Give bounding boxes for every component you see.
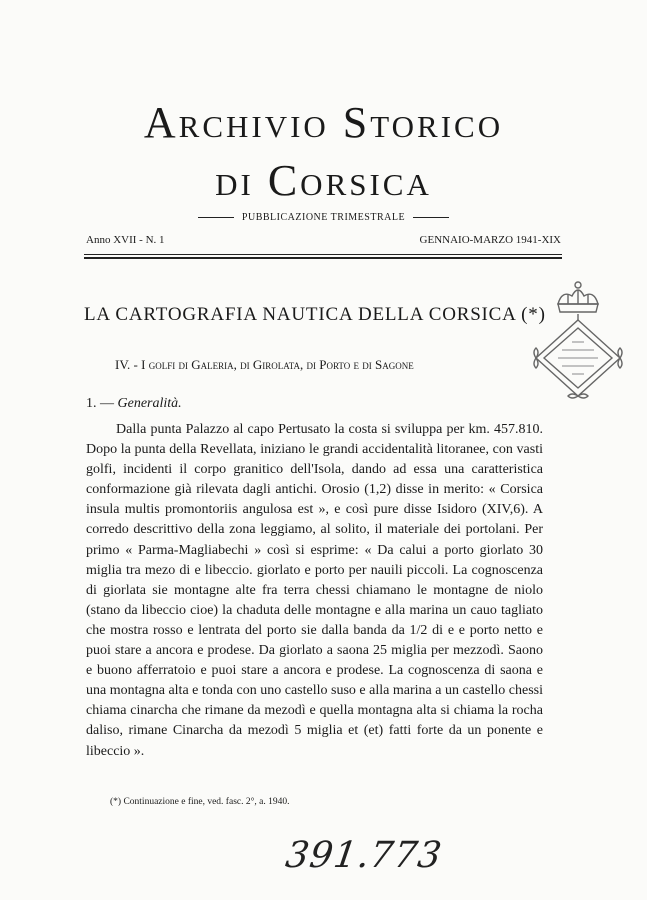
- article-body: [86, 420, 543, 762]
- section-number: 1. —: [86, 396, 114, 411]
- header-rule-top: [84, 254, 562, 255]
- header-rule-bottom: [84, 257, 562, 259]
- footnote: (*) Continuazione e fine, ved. fasc. 2°, a. 1940.: [110, 797, 290, 807]
- section-title: Generalità.: [117, 396, 182, 411]
- body-paragraph: Dalla punta Palazzo al capo Pertusato la costa si sviluppa per km. 457.810. Dopo la punta della Revellata, iniziano le grandi accidentalità litoranee, con vasti golfi, incidenti il corpo granitico dell'Isola, dando ad essa una caratteristica conformazione già rilevata dagli antichi. Orosio (1,2) disse in merito: « Corsica insula multis promontoriis angulosa est », e così pure disse Isidoro (XIV,6). A corredo descrittivo della zona leggiamo, al solito, il materiale dei portolani. Per primo « Parma-Magliabechi » così si esprime: « Da calui a porto giorlato 30 miglia tra mezo di e libeccio. giorlato e porto per nauili piccoli. La cognoscenza di giorlata sie montagne alte fra terra chessi chiamano le montagne de niolo (stano da libeccio cioe) la chaduta delle montagne e alla marina un cauo tagliato che mostra rosso e lentrata del porto sie dalla banda da 1/2 di e e porto netto e puoi stare a ancora e prodese. Da giorlato a saona 25 miglia per mezzodì. Saono e buono afferratoio e puoi stare a ancora e prodese. La cognoscenza di saona e una montagna alta e tonda con uno castello suso e alla marina a un castello chessi chiama cinarcha che rimane da mezodì e quella montagna alta si chiama la rocha daliso, rimane Cinarcha da mezodì 5 miglia et (et) fatti forte da un ponente e libeccio ».: [86, 422, 543, 759]
- issue-date: GENNAIO-MARZO 1941-XIX: [419, 234, 561, 246]
- library-stamp-icon: [528, 276, 628, 426]
- handwritten-inventory-number: 391.773: [283, 835, 445, 876]
- article-title: LA CARTOGRAFIA NAUTICA DELLA CORSICA (*): [84, 304, 546, 325]
- article-subtitle: IV. - I golfi di Galeria, di Girolata, di Porto e di Sagone: [115, 357, 414, 372]
- journal-title-line2: di Corsica: [215, 156, 432, 205]
- publication-type: PUBBLICAZIONE TRIMESTRALE: [241, 212, 406, 223]
- left-dash: [198, 217, 234, 218]
- issue-number: Anno XVII - N. 1: [86, 234, 165, 246]
- publication-type-line: [0, 212, 647, 223]
- journal-title-line1: Archivio Storico: [143, 98, 504, 147]
- section-heading: [86, 396, 182, 412]
- right-dash: [413, 217, 449, 218]
